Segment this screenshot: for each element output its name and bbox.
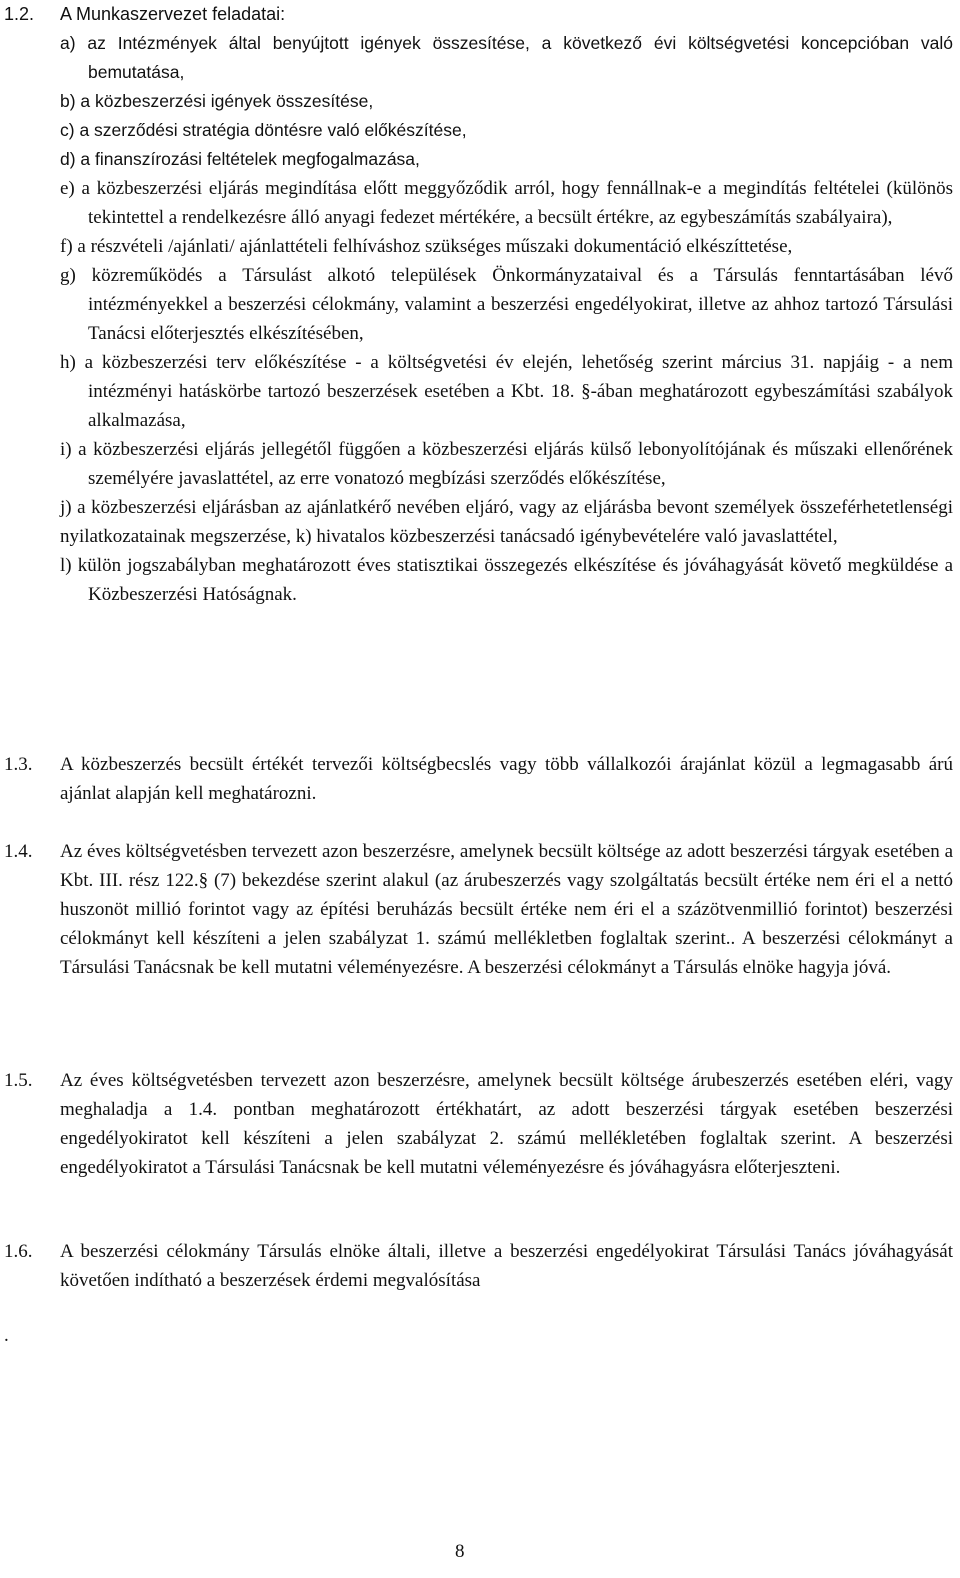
section-1-3-text: A közbeszerzés becsült értékét tervezői költségbecslés vagy több vállalkozói árajánlat közül a legmagasabb árú ajánlat alapján kell meghatározni.	[60, 754, 953, 804]
list-item-g: g) közreműködés a Társulást alkotó települések Önkormányzataival és a Társulás fenntartásában lévő intézményekkel a beszerzési célokmány, valamint a beszerzési engedélyokirat, illetve az ahhoz tartozó Társulási Tanácsi előterjesztés elkészítésében,	[60, 265, 953, 344]
list-item-j: j) a közbeszerzési eljárásban az ajánlatkérő nevében eljáró, vagy az eljárásba bevont személyek összeférhetetlenségi nyilatkozatainak megszerzése, k) hivatalos közbeszerzési tanácsadó igénybevételére való javaslattétel,	[60, 497, 953, 547]
section-1-6-number: 1.6.	[4, 1241, 33, 1262]
list-item-h: h) a közbeszerzési terv előkészítése - a költségvetési év elején, lehetőség szerint március 31. napjáig - a nem intézményi hatáskörbe tartozó beszerzések esetében a Kbt. 18. §-ában meghatározott egybeszámítási szabályok alkalmazása,	[60, 352, 953, 431]
list-item-a: a) az Intézmények által benyújtott igények összesítése, a következő évi költségvetési koncepcióban való bemutatása,	[60, 33, 953, 82]
section-1-4	[60, 837, 953, 982]
list-item-l: l) külön jogszabályban meghatározott éves statisztikai összegezés elkészítése és jóváhagyását követő megküldése a Közbeszerzési Hatóságnak.	[60, 555, 953, 605]
section-1-2-number: 1.2.	[4, 4, 35, 24]
list-item-i: i) a közbeszerzési eljárás jellegétől függően a közbeszerzési eljárás külső lebonyolítójának és műszaki ellenőrének személyére javaslattétel, az erre vonatozó megbízási szerződés előkészítése,	[60, 439, 953, 489]
section-1-3-number: 1.3.	[4, 754, 33, 775]
list-item-c: c) a szerződési stratégia döntésre való előkészítése,	[60, 120, 467, 140]
page-number: 8	[455, 1541, 465, 1562]
section-1-4-text: Az éves költségvetésben tervezett azon beszerzésre, amelynek becsült költsége az adott beszerzési tárgyak esetében a Kbt. III. rész 122.§ (7) bekezdése szerint alakul (az árubeszerzés vagy szolgáltatás becsült értéke nem éri el a nettó huszonöt millió forintot vagy az építési beruházás becsült értéke nem éri el a százötvenmillió forintot) beszerzési célokmányt kell készíteni a jelen szabályzat 1. számú mellékletben foglaltak szerint.. A beszerzési célokmányt a Társulási Tanácsnak be kell mutatni véleményezésre. A beszerzési célokmányt a Társulás elnöke hagyja jóvá.	[60, 841, 953, 978]
section-1-5-number: 1.5.	[4, 1070, 33, 1091]
stray-dot: .	[4, 1325, 9, 1346]
section-1-4-number: 1.4.	[4, 841, 33, 862]
section-1-2	[60, 0, 953, 609]
list-item-b: b) a közbeszerzési igények összesítése,	[60, 91, 374, 111]
section-1-2-title: A Munkaszervezet feladatai:	[60, 4, 286, 24]
list-item-d: d) a finanszírozási feltételek megfogalmazása,	[60, 149, 420, 169]
section-1-5-text: Az éves költségvetésben tervezett azon beszerzésre, amelynek becsült költsége árubeszerzés esetében eléri, vagy meghaladja a 1.4. pontban meghatározott értékhatárt, az adott beszerzési tárgyak esetében beszerzési engedélyokiratot kell készíteni a jelen szabályzat 2. számú mellékletében foglaltak szerint. A beszerzési engedélyokiratot a Társulási Tanácsnak be kell mutatni véleményezésre és jóváhagyásra előterjeszteni.	[60, 1070, 953, 1178]
section-1-5	[60, 1066, 953, 1182]
section-1-3	[60, 750, 953, 808]
list-item-f: f) a részvételi /ajánlati/ ajánlattételi felhíváshoz szükséges műszaki dokumentáció elkészíttetése,	[60, 236, 793, 257]
list-item-e: e) a közbeszerzési eljárás megindítása előtt meggyőződik arról, hogy fennállnak-e a megindítás feltételei (különös tekintettel a rendelkezésre álló anyagi fedezet mértékére, a becsült értékre, az egybeszámítás szabályaira),	[60, 178, 953, 228]
section-1-6-text: A beszerzési célokmány Társulás elnöke általi, illetve a beszerzési engedélyokirat Társulási Tanács jóváhagyását követően indítható a beszerzések érdemi megvalósítása	[60, 1241, 953, 1291]
section-1-6	[60, 1237, 953, 1295]
